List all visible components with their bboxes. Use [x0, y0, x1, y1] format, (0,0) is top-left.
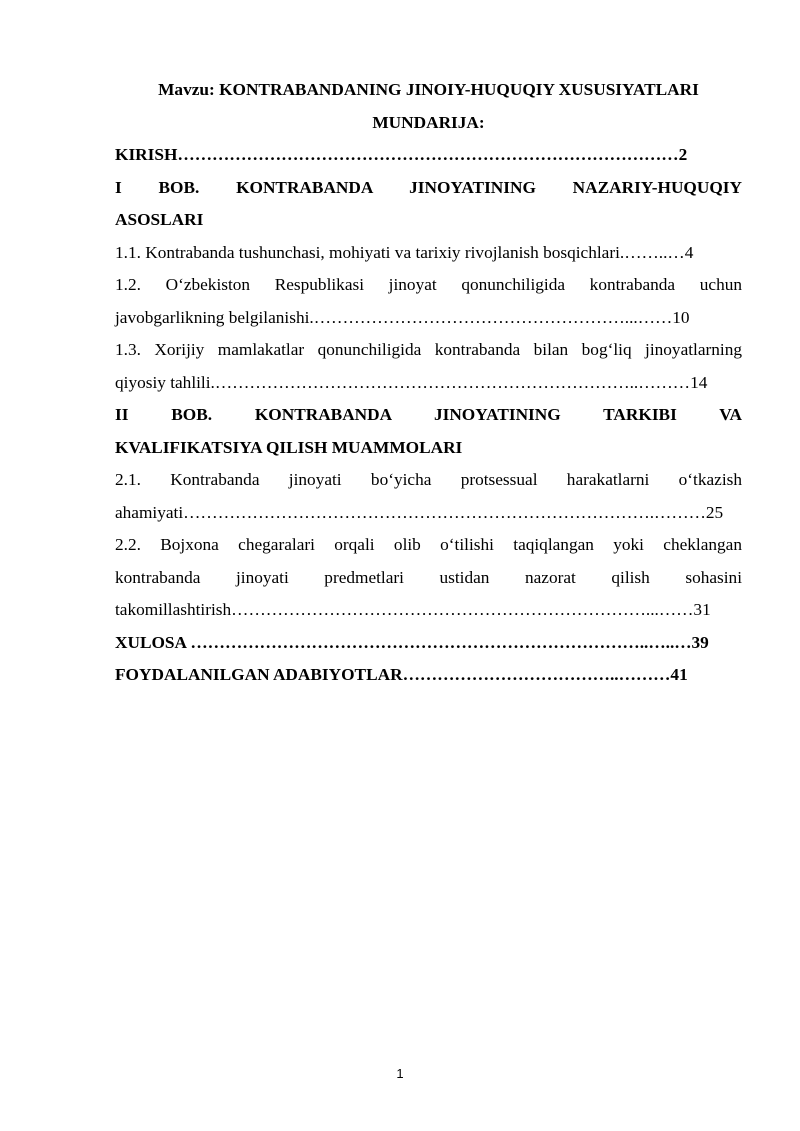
- toc-entry-2-2: 2.2. Bojxona chegaralari orqali olib o‘tilishi taqiqlangan yoki cheklangan: [115, 535, 742, 554]
- toc-entry-2-2-cont: kontrabanda jinoyati predmetlari ustidan nazorat qilish sohasini: [115, 567, 742, 587]
- page-number: 1: [396, 1066, 404, 1081]
- toc-chapter-2-title: II BOB. KONTRABANDA JINOYATINING TARKIBI VA: [115, 405, 742, 424]
- toc-entry-xulosa: XULOSA ……………………………………………………………………..…..…39: [115, 632, 709, 652]
- toc-entry-adabiyotlar: FOYDALANILGAN ADABIYOTLAR………………………………..………41: [115, 665, 688, 684]
- toc-entry-1-1: 1.1. Kontrabanda tushunchasi, mohiyati va tarixiy rivojlanish bosqichlari.……..…4: [115, 242, 694, 262]
- toc-chapter-2-title-cont: KVALIFIKATSIYA QILISH MUAMMOLARI: [115, 437, 463, 457]
- toc-entry-2-1-cont: ahamiyati……………………………………………………………………….………25: [115, 502, 724, 522]
- document-page: [115, 74, 742, 692]
- toc-entry-2-2-cont-2: takomillashtirish………………………………………………………………...……31: [115, 600, 711, 619]
- toc-entry-1-3-cont: qiyosiy tahlili.………………………………………………………………..………14: [115, 372, 708, 392]
- toc-entry-1-2-cont: javobgarlikning belgilanishi.………………………………………………...……10: [115, 307, 690, 327]
- document-title: Mavzu: KONTRABANDANING JINOIY-HUQUQIY XUSUSIYATLARI: [158, 80, 699, 99]
- toc-entry-1-3: 1.3. Xorijiy mamlakatlar qonunchiligida kontrabanda bilan bog‘liq jinoyatlarning: [115, 340, 742, 359]
- toc-chapter-1-title-cont: ASOSLARI: [115, 210, 204, 229]
- toc-chapter-1-title: I BOB. KONTRABANDA JINOYATINING NAZARIY-HUQUQIY: [115, 177, 742, 197]
- toc-entry-kirish: KIRISH……………………………………………………………………………2: [115, 145, 688, 164]
- toc-heading: MUNDARIJA:: [372, 112, 485, 132]
- toc-entry-2-1: 2.1. Kontrabanda jinoyati bo‘yicha protsessual harakatlarni o‘tkazish: [115, 470, 742, 489]
- toc-entry-1-2: 1.2. O‘zbekiston Respublikasi jinoyat qonunchiligida kontrabanda uchun: [115, 275, 742, 294]
